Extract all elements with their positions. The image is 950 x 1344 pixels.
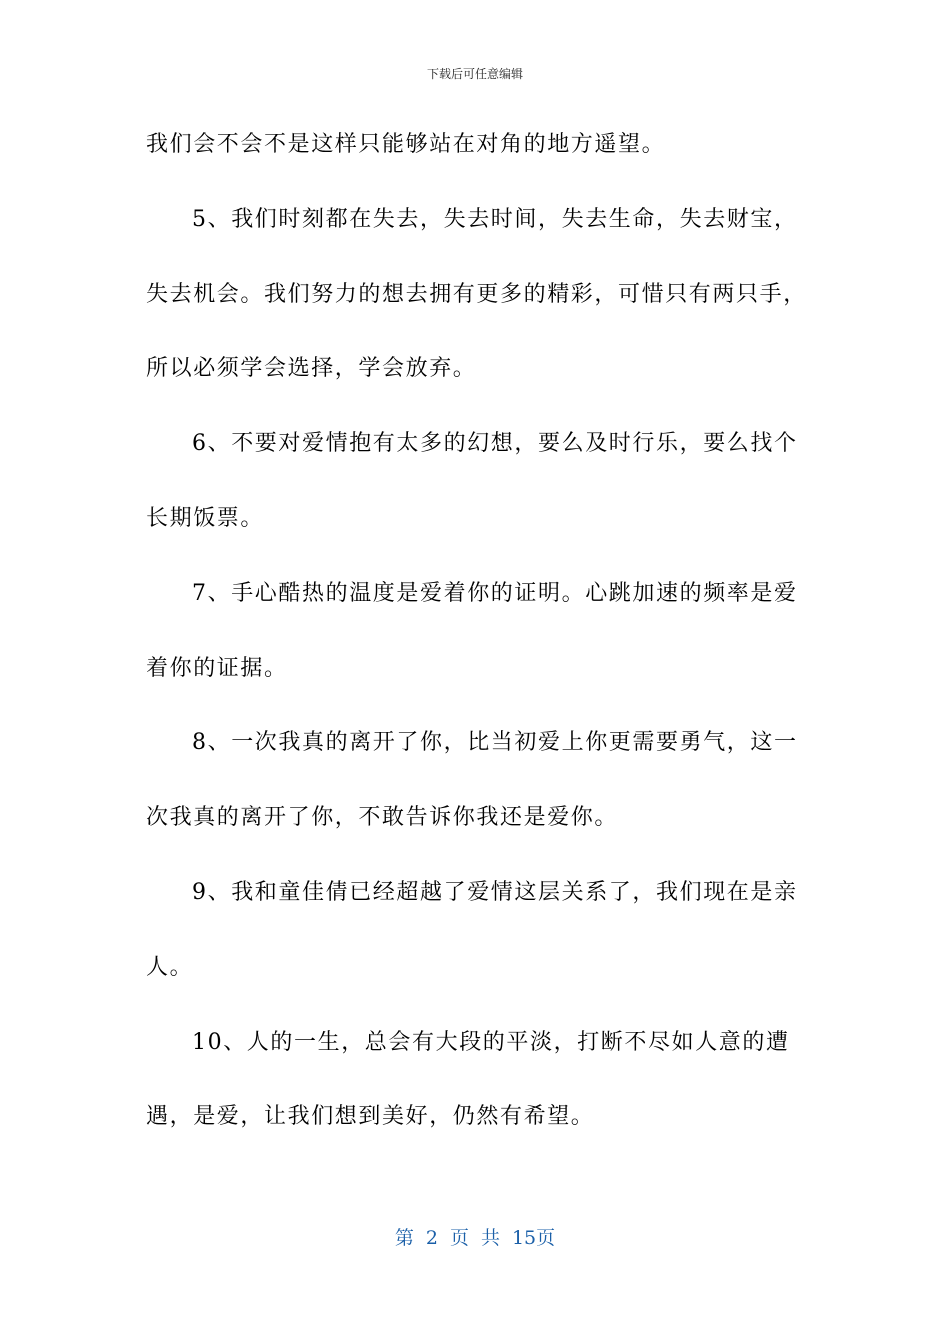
text-line: 我们会不会不是这样只能够站在对角的地方遥望。	[146, 132, 666, 157]
document-body	[146, 126, 806, 1173]
text-line: 所以必须学会选择，学会放弃。	[146, 356, 477, 382]
text-line: 人。	[146, 954, 194, 980]
text-line: 失去机会。我们努力的想去拥有更多的精彩，可惜只有两只手，	[146, 281, 807, 307]
text-line: 9、我和童佳倩已经超越了爱情这层关系了，我们现在是亲	[192, 879, 798, 905]
text-line: 6、不要对爱情抱有太多的幻想，要么及时行乐，要么找个	[192, 431, 798, 457]
footer-page-mid: 页	[449, 1227, 469, 1249]
footer-total-label: 共	[480, 1227, 500, 1249]
footer-total-pages: 15页	[511, 1227, 556, 1249]
footer-page-prefix: 第	[394, 1227, 414, 1249]
text-line: 8、一次我真的离开了你，比当初爱上你更需要勇气，这一	[192, 730, 798, 756]
header-note: 下载后可任意编辑	[426, 67, 523, 81]
text-line: 7、手心酷热的温度是爱着你的证明。心跳加速的频率是爱	[192, 580, 798, 606]
text-line: 5、我们时刻都在失去，失去时间，失去生命，失去财宝，	[192, 206, 798, 232]
text-line: 10、人的一生，总会有大段的平淡，打断不尽如人意的遭	[192, 1029, 790, 1055]
page-footer	[0, 1226, 950, 1250]
text-line: 着你的证据。	[146, 655, 288, 681]
text-line: 长期饭票。	[146, 505, 265, 531]
text-line: 次我真的离开了你，不敢告诉你我还是爱你。	[146, 805, 619, 831]
text-line: 遇，是爱，让我们想到美好，仍然有希望。	[146, 1104, 595, 1130]
footer-page-number: 2	[425, 1227, 438, 1249]
